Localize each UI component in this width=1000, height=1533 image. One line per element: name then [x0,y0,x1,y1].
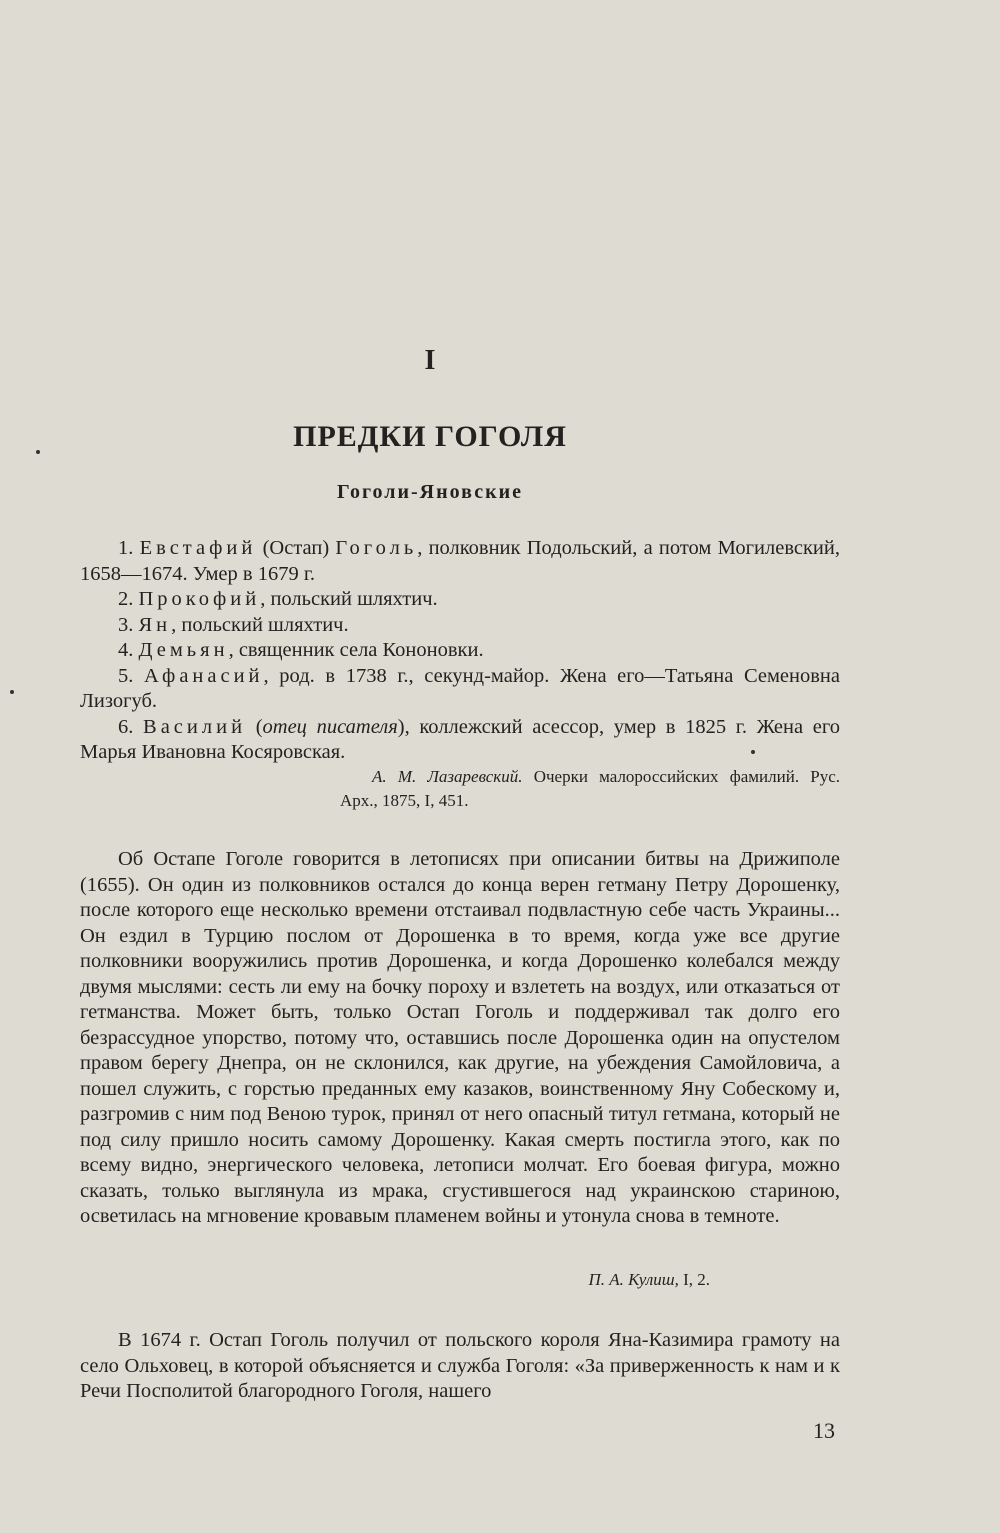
citation-author: П. А. Кулиш, [588,1270,679,1289]
citation-text: Очерки малороссийских фамилий. Рус. Арх., 1875, I, 451. [340,767,841,810]
body-paragraph: В 1674 г. Остап Гоголь получил от польского короля Яна-Казимира грамоту на село Ольховец, в которой объясняется и служба Гоголя: «За приверженность к нам и к Речи Посполитой благородного Гоголя, нашего [80,1329,840,1402]
ink-speck [751,750,755,754]
ink-speck [36,450,40,454]
citation-author: А. М. Лазаревский. [372,767,523,786]
ancestor-name: Евстафий [139,537,257,559]
citation-text: I, 2. [678,1270,710,1289]
genealogy-item: 1. Евстафий (Остап) Гоголь, полковник Подольский, а потом Могилевский, 1658—1674. Умер в 1679 г. [80,537,840,585]
page-number: 13 [813,1418,835,1443]
ancestor-name: Демьян [138,639,229,661]
genealogy-item: 6. Василий (отец писателя), коллежский асессор, умер в 1825 г. Жена его Марья Ивановна Косяровская. [80,715,840,763]
ancestor-surname: Гоголь [335,537,418,559]
source-citation [0,1270,860,1290]
chapter-title: ПРЕДКИ ГОГОЛЯ [293,420,567,453]
source-citation [340,765,840,813]
ancestor-name: Ян [138,613,172,636]
genealogy-list [80,536,840,766]
genealogy-item: 5. Афанасий, род. в 1738 г., секунд-майор. Жена его—Татьяна Семеновна Лизогуб. [80,664,841,712]
genealogy-item: 2. Прокофий, польский шляхтич. [118,588,438,610]
genealogy-item: 3. Ян, польский шляхтич. [118,613,349,636]
italic-note: отец писателя [262,715,398,738]
chapter-number: I [424,345,436,376]
body-paragraph: Об Остапе Гоголе говорится в летописях при описании битвы на Дрижиполе (1655). Он один из полковников остался до конца верен гетману Петру Дорошенку, после которого еще несколько времени отстаивал подвластную себе часть Украины... Он ездил в Турцию послом от Дорошенка в то время, когда уже все другие полковники вооружились против Дорошенка, и когда Дорошенко колебался между двумя мыслями: сесть ли ему на бочку пороху и взлететь на воздух, или отказаться от гетманства. Может быть, только Остап Гоголь и поддерживал так долго его безрассудное упорство, потому что, оставшись после Дорошенка один на опустелом правом берегу Днепра, он не склонился, как другие, на убеждения Самойловича, а пошел служить, с горстью преданных ему казаков, воинственному Яну Собескому и, разгромив с ним под Веною турок, принял от него опасный титул гетмана, который не под силу пришло носить самому Дорошенку. Какая смерть постигла этого, как по всему видно, энергического человека, летописи молчат. Его боевая фигура, можно сказать, только выглянула из мрака, сгустившегося над украинскою стариною, осветилась на мгновение кровавым пламенем войны и утонула снова в темноте. [80,848,840,1227]
section-subtitle: Гоголи-Яновские [336,481,523,503]
genealogy-item: 4. Демьян, священник села Кононовки. [118,639,484,661]
ancestor-name: Афанасий [144,664,264,687]
ancestor-name: Василий [143,715,247,738]
ink-speck [10,690,14,694]
ancestor-name: Прокофий [138,588,261,610]
